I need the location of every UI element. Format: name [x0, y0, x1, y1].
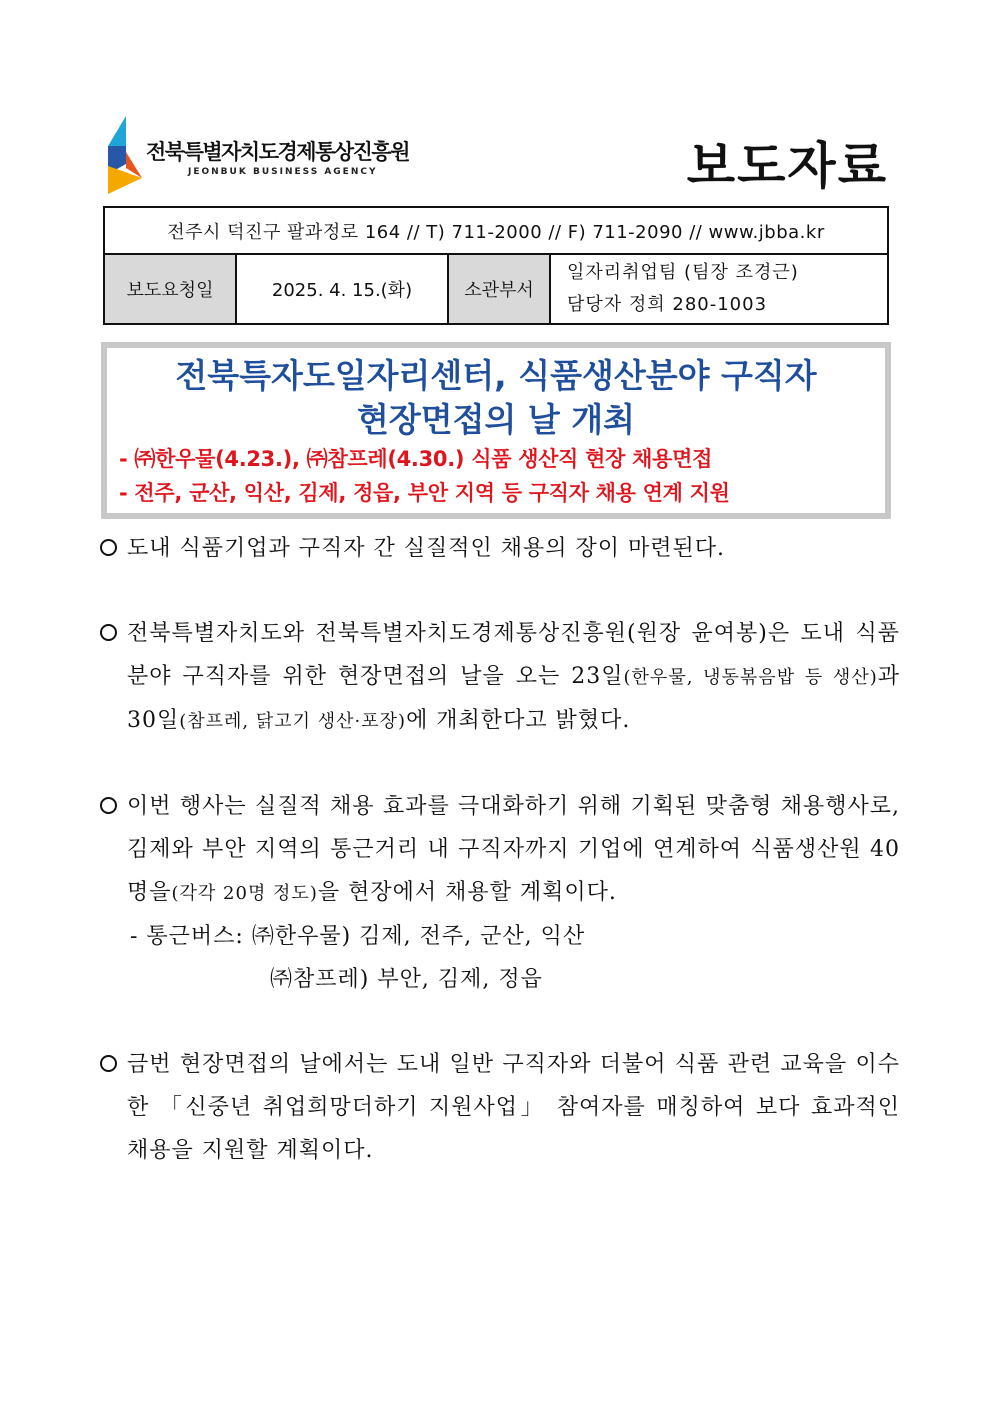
paragraph-2-text-b: 과 30일 — [127, 664, 900, 733]
contact-info-table — [103, 206, 889, 325]
org-logo — [104, 116, 410, 196]
headline-line-1: 전북특자도일자리센터, 식품생산분야 구직자 — [175, 356, 817, 395]
paragraph-2-text-a: 전북특별자치도와 전북특별자치도경제통상진흥원(원장 윤여봉)은 도내 식품 분야 구직자를 위한 현장면접의 날을 오는 23일 — [127, 621, 900, 689]
headline — [107, 354, 885, 442]
release-date-value: 2025. 4. 15.(화) — [236, 254, 448, 324]
paragraph-4 — [100, 1043, 900, 1172]
paragraph-3-text-a: 이번 행사는 실질적 채용 효과를 극대화하기 위해 기획된 맞춤형 채용행사로, 김제와 부안 지역의 통근거리 내 구직자까지 기업에 연계하여 식품생산원 40명을 — [127, 794, 900, 905]
bullet-circle-icon — [100, 1055, 117, 1072]
commute-bus-line-1: - 통근버스: ㈜한우물) 김제, 전주, 군산, 익산 — [130, 924, 586, 949]
headline-line-2: 현장면접의 날 개최 — [356, 400, 635, 439]
paragraph-2-text-c: 에 개최한다고 밝혔다. — [406, 708, 631, 733]
paragraph-3 — [100, 785, 900, 1001]
paragraph-2-note-a: (한우물, 냉동볶음밥 등 생산) — [623, 667, 878, 688]
paragraph-4-text: 금번 현장면접의 날에서는 도내 일반 구직자와 더불어 식품 관련 교육을 이수한 「신중년 취업희망더하기 지원사업」 참여자를 매칭하여 보다 효과적인 채용을 지원할 계획이다. — [127, 1052, 900, 1163]
paragraph-1-text: 도내 식품기업과 구직자 간 실질적인 채용의 장이 마련된다. — [127, 536, 725, 561]
department-label: 소관부서 — [448, 254, 550, 324]
bullet-circle-icon — [100, 624, 117, 641]
paragraph-2-note-b: (참프레, 닭고기 생산·포장) — [179, 711, 407, 732]
department-team: 일자리취업팀 (팀장 조경근) — [567, 262, 799, 283]
org-name-en: JEONBUK BUSINESS AGENCY — [188, 167, 378, 177]
paragraph-3-note: (각각 20명 정도) — [171, 883, 318, 904]
paragraph-3-text-b: 을 현장에서 채용할 계획이다. — [317, 880, 617, 905]
org-name: 전북특별자치도경제통상진흥원 — [146, 140, 410, 164]
document-type-title: 보도자료 — [686, 137, 888, 195]
bullet-circle-icon — [100, 539, 117, 556]
bullet-circle-icon — [100, 797, 117, 814]
article-body — [100, 527, 900, 1172]
org-logo-mark-icon — [104, 116, 144, 196]
contact-line: 전주시 덕진구 팔과정로 164 // T) 711-2000 // F) 711-2090 // www.jbba.kr — [104, 207, 888, 254]
paragraph-2 — [100, 612, 900, 743]
department-contact: 담당자 정희 280-1003 — [567, 294, 768, 315]
department-value — [550, 254, 888, 324]
commute-bus-line-2: ㈜참프레) 부안, 김제, 정읍 — [270, 967, 543, 992]
subheadline-1: - ㈜한우물(4.23.), ㈜참프레(4.30.) 식품 생산직 현장 채용면접 — [119, 447, 713, 471]
headline-box — [101, 342, 891, 519]
release-date-label: 보도요청일 — [104, 254, 236, 324]
subheadline-2: - 전주, 군산, 익산, 김제, 정읍, 부안 지역 등 구직자 채용 연계 지원 — [119, 481, 730, 505]
paragraph-1 — [100, 527, 900, 570]
